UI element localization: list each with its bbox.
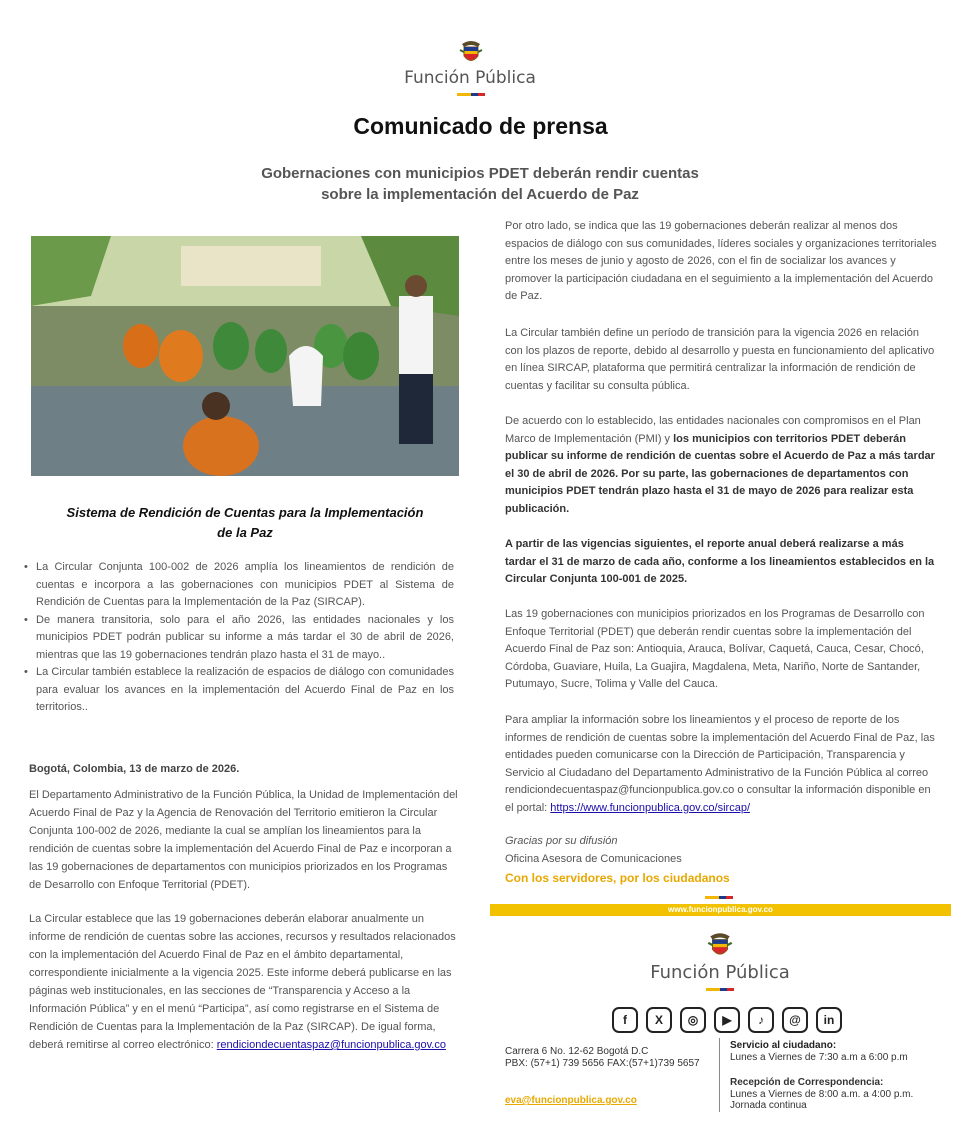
facebook-icon[interactable]: f bbox=[612, 1007, 638, 1033]
threads-icon[interactable]: @ bbox=[782, 1007, 808, 1033]
flag-stripe bbox=[705, 896, 735, 899]
paragraph-bold-text: los municipios con territorios PDET deberán publicar su informe de rendición de cuentas sobre el Acuerdo de Paz a más tardar el 30 de abril de 2026. Por su parte, las gobernaciones de departamentos con municipios PDET tendrán plazo hasta el 31 de mayo de 2026 para realizar esta publicación. bbox=[505, 432, 935, 515]
flag-stripe bbox=[706, 988, 734, 991]
address-line: Carrera 6 No. 12-62 Bogotá D.C bbox=[505, 1046, 649, 1057]
divider bbox=[719, 1038, 720, 1112]
list-item: • La Circular Conjunta 100-002 de 2026 amplía los lineamientos de rendición de cuentas e incorpora a las gobernaciones con municipios PDET al Sistema de Rendición de Cuentas para la Implementación de la Paz (SIRCAP). bbox=[24, 559, 454, 612]
summary-bullets bbox=[24, 559, 454, 717]
list-item: • De manera transitoria, solo para el año 2026, las entidades nacionales y los municipios PDET podrán publicar su informe a más tardar el 30 de abril de 2026, mientras que las 19 gobernaciones tendrán plazo hasta el 31 de mayo.. bbox=[24, 612, 454, 665]
social-links bbox=[612, 1007, 842, 1033]
body-paragraph bbox=[505, 712, 937, 817]
correspondence-hours bbox=[730, 1077, 913, 1112]
x-icon[interactable]: X bbox=[646, 1007, 672, 1033]
portal-link[interactable]: https://www.funcionpublica.gov.co/sircap/ bbox=[550, 801, 750, 814]
body-paragraph: El Departamento Administrativo de la Función Pública, la Unidad de Implementación del Acuerdo Final de Paz y la Agencia de Renovación del Territorio emitieron la Circular Conjunta 100-002 de 2026, mediante la cual se amplían los lineamientos para la rendición de cuentas sobre la implementación del Acuerdo Final de Paz e incorporan a las 19 gobernaciones de departamentos con municipios priorizados en los Programas de Desarrollo con Enfoque Territorial (PDET). bbox=[29, 789, 458, 891]
correspondence-title: Recepción de Correspondencia: bbox=[730, 1077, 884, 1088]
slogan: Con los servidores, por los ciudadanos bbox=[505, 871, 730, 885]
section-title-line-2: de la Paz bbox=[217, 525, 273, 540]
flag-stripe bbox=[457, 93, 485, 96]
correspondence-note: Jornada continua bbox=[730, 1100, 807, 1111]
dateline: Bogotá, Colombia, 13 de marzo de 2026. bbox=[29, 763, 240, 775]
linkedin-icon[interactable]: in bbox=[816, 1007, 842, 1033]
coat-of-arms-logo bbox=[706, 930, 734, 960]
coat-of-arms-logo bbox=[458, 38, 484, 66]
website-banner[interactable]: www.funcionpublica.gov.co bbox=[490, 904, 951, 916]
thanks-note: Gracias por su difusión bbox=[505, 835, 618, 847]
instagram-icon[interactable]: ◎ bbox=[680, 1007, 706, 1033]
section-title bbox=[31, 503, 459, 543]
paragraph-bold-text: A partir de las vigencias siguientes, el reporte anual deberá realizarse a más tardar el 31 de marzo de cada año, conforme a los lineamientos establecidos en la Circular Conjunta 100-001 de 2025. bbox=[505, 538, 935, 585]
body-paragraph: La Circular también define un período de transición para la vigencia 2026 en relación con los plazos de reporte, debido al desarrollo y puesta en funcionamiento del aplicativo en línea SIRCAP, plataforma que permitirá centralizar la información de rendición de cuentas y facilitar su consulta pública. bbox=[505, 327, 935, 392]
body-paragraph: Por otro lado, se indica que las 19 gobernaciones deberán realizar al menos dos espacios de diálogo con sus comunidades, líderes sociales y organizaciones territoriales entre los meses de junio y agosto de 2026, con el fin de socializar los avances y promover la participación ciudadana en el seguimiento a la implementación del Acuerdo de Paz. bbox=[505, 220, 937, 302]
tiktok-icon[interactable]: ♪ bbox=[748, 1007, 774, 1033]
headline-line-2: sobre la implementación del Acuerdo de Paz bbox=[321, 186, 639, 203]
correspondence-hours-text: Lunes a Viernes de 8:00 a.m. a 4:00 p.m. bbox=[730, 1088, 914, 1100]
service-hours-text: Lunes a Viernes de 7:30 a.m a 6:00 p.m bbox=[730, 1052, 908, 1063]
service-title: Servicio al ciudadano: bbox=[730, 1040, 837, 1051]
paragraph-text: La Circular establece que las 19 gobernaciones deberán elaborar anualmente un informe de rendición de cuentas sobre las acciones, recursos y resultados relacionados con la implementación del Acuerdo Final de Paz en el ámbito departamental, correspondiente inicialmente a la vigencia 2025. Este informe deberá publicarse en las páginas web institucionales, en las secciones de “Transparencia y Acceso a la Información Pública” y en el menú “Participa”, así como registrarse en el Sistema de Rendición de Cuentas para la Implementación de la Paz (SIRCAP). De igual forma, deberá remitirse al correo electrónico: bbox=[29, 913, 456, 1051]
footer-brand-name: Función Pública bbox=[650, 962, 790, 983]
paragraph-text: Para ampliar la información sobre los lineamientos y el proceso de reporte de los informes de rendición de cuentas sobre la implementación del Acuerdo Final de Paz, las entidades pueden comunicarse con la Dirección de Participación, Transparencia y Servicio al Ciudadano del Departamento Administrativo de la Función Pública al correo rendiciondecuentaspaz@funcionpublica.gov.co o consultar la información disponible en el portal: bbox=[505, 714, 935, 814]
service-hours bbox=[730, 1040, 908, 1064]
list-item: • La Circular también establece la realización de espacios de diálogo con comunidades para evaluar los avances en la implementación del Acuerdo Final de Paz en los territorios.. bbox=[24, 664, 454, 717]
brand-name: Función Pública bbox=[404, 68, 536, 88]
paragraph-text: De acuerdo con lo establecido, las entidades nacionales con compromisos en el Plan Marco de Implementación (PMI) y bbox=[505, 415, 921, 445]
eva-email-link[interactable]: eva@funcionpublica.gov.co bbox=[505, 1095, 637, 1106]
youtube-icon[interactable]: ▶ bbox=[714, 1007, 740, 1033]
office-name: Oficina Asesora de Comunicaciones bbox=[505, 853, 682, 865]
headline bbox=[180, 163, 780, 205]
section-title-line-1: Sistema de Rendición de Cuentas para la Implementación bbox=[66, 505, 424, 520]
press-release-title: Comunicado de prensa bbox=[353, 113, 608, 139]
phone-line: PBX: (57+1) 739 5656 FAX:(57+1)739 5657 bbox=[505, 1058, 700, 1069]
body-paragraph: Las 19 gobernaciones con municipios priorizados en los Programas de Desarrollo con Enfoque Territorial (PDET) que deberán rendir cuentas sobre la implementación del Acuerdo Final de Paz son: Antioquia, Arauca, Bolívar, Caquetá, Cauca, Cesar, Chocó, Córdoba, Guaviare, Huila, La Guajira, Magdalena, Meta, Nariño, Norte de Santander, Putumayo, Sucre, Tolima y Valle del Cauca. bbox=[505, 608, 925, 690]
body-paragraph bbox=[505, 536, 937, 589]
address bbox=[505, 1046, 700, 1070]
contact-email-link[interactable]: rendiciondecuentaspaz@funcionpublica.gov.co bbox=[216, 1039, 446, 1051]
body-paragraph bbox=[29, 910, 461, 1054]
headline-line-1: Gobernaciones con municipios PDET deberán rendir cuentas bbox=[261, 165, 699, 182]
body-paragraph bbox=[505, 413, 937, 518]
event-photo bbox=[31, 236, 459, 476]
